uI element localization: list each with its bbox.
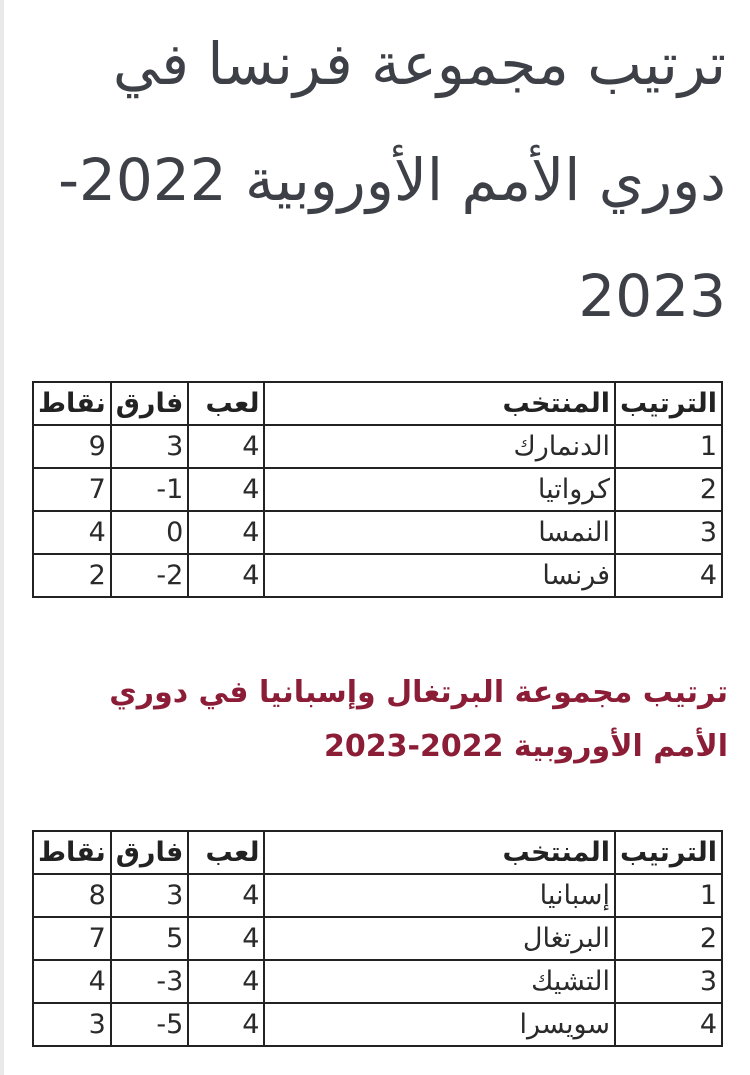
table-header-row: [33, 382, 722, 425]
heading-france-group: ترتيب مجموعة فرنسا في دوري الأمم الأوروبية 2022-2023: [58, 30, 726, 330]
cell-rank: 2: [615, 468, 722, 511]
standings-table-portugal-spain-group: [32, 830, 723, 1047]
cell-rank: 3: [615, 511, 722, 554]
cell-team: البرتغال: [264, 917, 615, 960]
cell-played: 4: [188, 554, 264, 597]
cell-played: 4: [188, 425, 264, 468]
table-row: [33, 1003, 722, 1046]
cell-team: كرواتيا: [264, 468, 615, 511]
table-row: [33, 874, 722, 917]
standings-table-france-group: [32, 381, 723, 598]
table-row: [33, 554, 722, 597]
cell-points: 4: [33, 960, 111, 1003]
header-points: نقاط: [33, 831, 111, 874]
cell-team: فرنسا: [264, 554, 615, 597]
cell-rank: 3: [615, 960, 722, 1003]
cell-goal-difference: 5-: [111, 1003, 189, 1046]
cell-goal-difference: 0: [111, 511, 189, 554]
table-row: [33, 425, 722, 468]
cell-rank: 2: [615, 917, 722, 960]
cell-team: سويسرا: [264, 1003, 615, 1046]
cell-points: 3: [33, 1003, 111, 1046]
cell-points: 8: [33, 874, 111, 917]
header-points: نقاط: [33, 382, 111, 425]
table-header-row: [33, 831, 722, 874]
cell-goal-difference: 3: [111, 425, 189, 468]
header-played: لعب: [188, 831, 264, 874]
cell-rank: 4: [615, 1003, 722, 1046]
heading-portugal-spain-group: ترتيب مجموعة البرتغال وإسبانيا في دوري الأمم الأوروبية 2022-2023: [109, 675, 728, 764]
table-row: [33, 468, 722, 511]
table-row: [33, 960, 722, 1003]
cell-team: الدنمارك: [264, 425, 615, 468]
header-team: المنتخب: [264, 831, 615, 874]
cell-team: النمسا: [264, 511, 615, 554]
header-played: لعب: [188, 382, 264, 425]
cell-points: 7: [33, 468, 111, 511]
cell-goal-difference: 1-: [111, 468, 189, 511]
cell-goal-difference: 3-: [111, 960, 189, 1003]
cell-points: 9: [33, 425, 111, 468]
cell-goal-difference: 5: [111, 917, 189, 960]
cell-played: 4: [188, 511, 264, 554]
cell-team: التشيك: [264, 960, 615, 1003]
header-goal-difference: فارق: [111, 831, 189, 874]
table-row: [33, 917, 722, 960]
header-rank: الترتيب: [615, 831, 722, 874]
cell-played: 4: [188, 874, 264, 917]
cell-goal-difference: 2-: [111, 554, 189, 597]
header-goal-difference: فارق: [111, 382, 189, 425]
cell-team: إسبانيا: [264, 874, 615, 917]
cell-points: 4: [33, 511, 111, 554]
cell-rank: 1: [615, 425, 722, 468]
header-team: المنتخب: [264, 382, 615, 425]
cell-played: 4: [188, 1003, 264, 1046]
cell-played: 4: [188, 960, 264, 1003]
cell-rank: 1: [615, 874, 722, 917]
table-row: [33, 511, 722, 554]
cell-points: 2: [33, 554, 111, 597]
cell-rank: 4: [615, 554, 722, 597]
cell-played: 4: [188, 917, 264, 960]
header-rank: الترتيب: [615, 382, 722, 425]
cell-played: 4: [188, 468, 264, 511]
cell-goal-difference: 3: [111, 874, 189, 917]
left-edge-divider: [0, 0, 4, 1075]
cell-points: 7: [33, 917, 111, 960]
